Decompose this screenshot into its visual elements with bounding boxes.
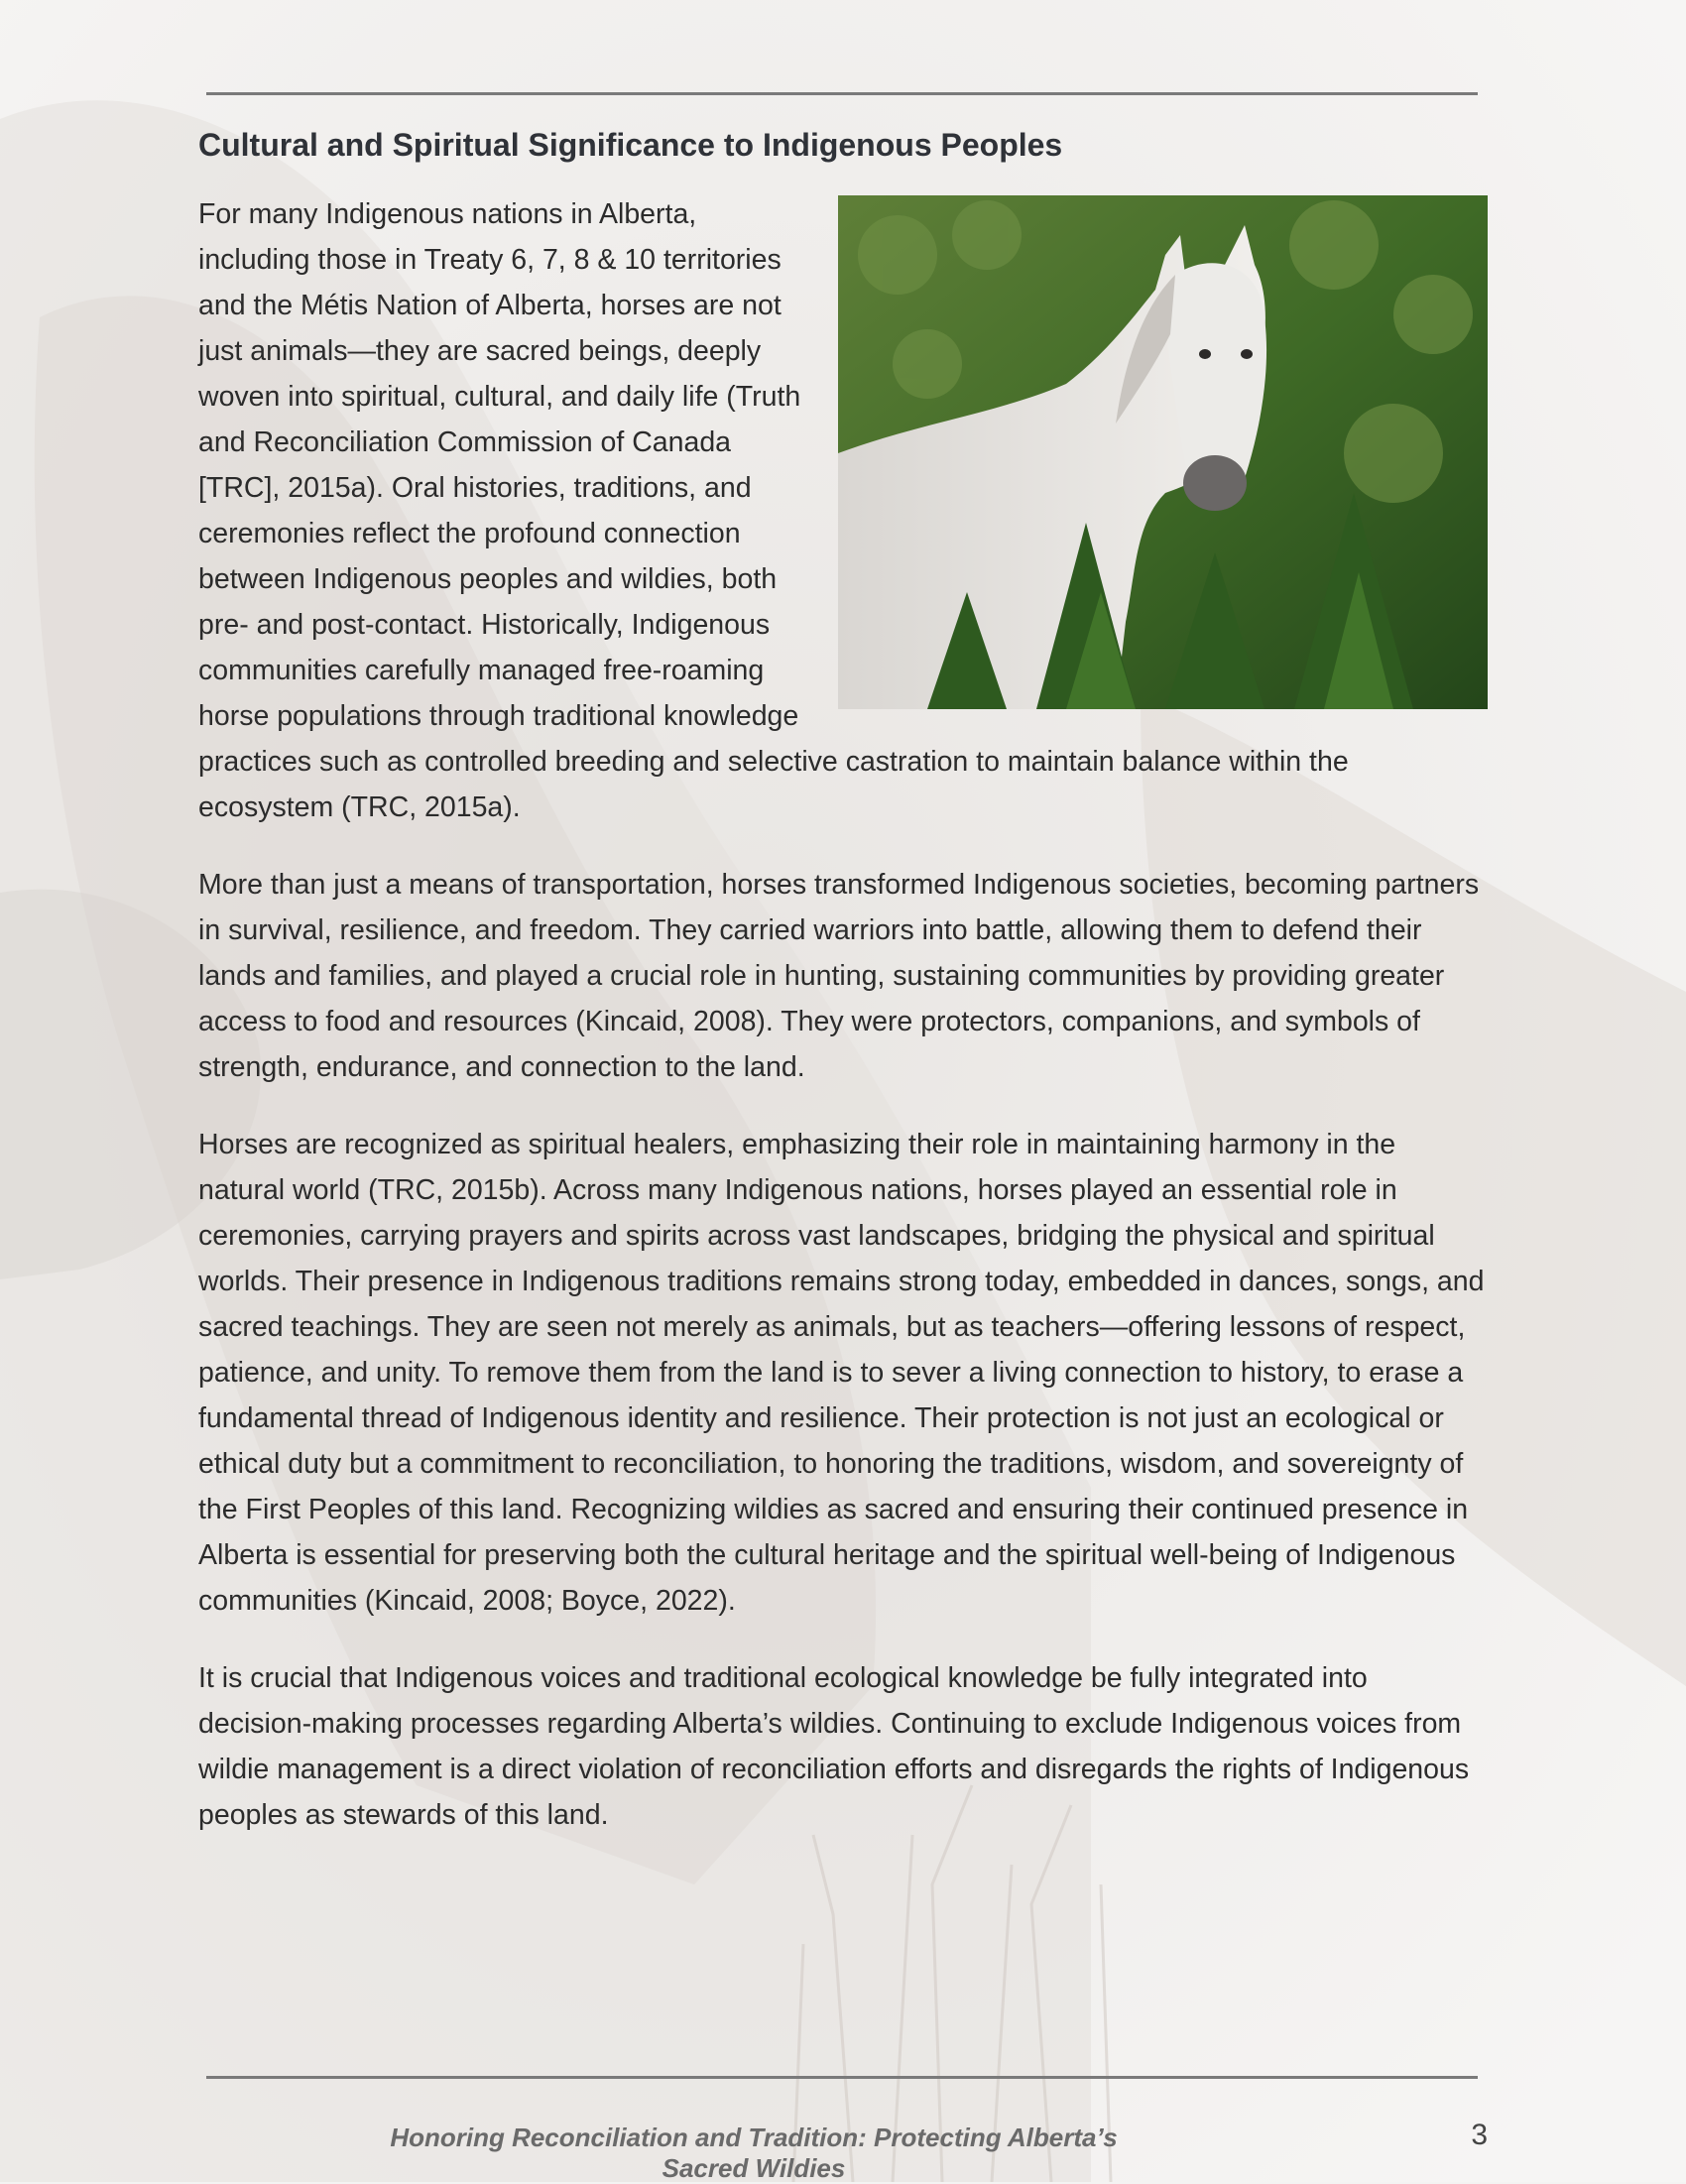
top-rule <box>206 92 1478 95</box>
paragraph-2: More than just a means of transportation, horses transformed Indigenous societies, becoming partners in survival, resilience, and freedom. They carried warriors into battle, allowing them to defend their lands and families, and played a crucial role in hunting, sustaining communities by providing greater access to food and resources (Kincaid, 2008). They were protectors, companions, and symbols of strength, endurance, and connection to the land. <box>198 869 1480 1083</box>
paragraph-4: It is crucial that Indigenous voices and traditional ecological knowledge be fully integrated into decision-making processes regarding Alberta’s wildies. Continuing to exclude Indigenous voices from wildie management is a direct violation of reconciliation efforts and disregards the rights of Indigenous peoples as stewards of this land. <box>198 1662 1470 1831</box>
paragraph-1: For many Indigenous nations in Alberta, including those in Treaty 6, 7, 8 & 10 territories and the Métis Nation of Alberta, horses are not just animals—they are sacred beings, deeply woven into spiritual, cultural, and daily life (Truth and Reconciliation Commission of Canada [TRC], 2015a). Oral histories, traditions, and ceremonies reflect the profound connection between Indigenous peoples and wildies, both pre- and post-contact. Historically, Indigenous communities carefully managed free-roaming horse populations through traditional knowledge practices such as controlled breeding and selective castration to maintain balance within the ecosystem (TRC, 2015a). <box>198 198 1349 823</box>
page-content <box>198 127 1488 1870</box>
bottom-rule <box>206 2076 1478 2079</box>
footer-title: Honoring Reconciliation and Tradition: Protecting Alberta’s Sacred Wildies <box>390 2123 1118 2183</box>
white-horse-photo <box>838 195 1488 709</box>
section-heading: Cultural and Spiritual Significance to Indigenous Peoples <box>198 127 1063 163</box>
paragraph-3: Horses are recognized as spiritual healers, emphasizing their role in maintaining harmony in the natural world (TRC, 2015b). Across many Indigenous nations, horses played an essential role in ceremonies, carrying prayers and spirits across vast landscapes, bridging the physical and spiritual worlds. Their presence in Indigenous traditions remains strong today, embedded in dances, songs, and sacred teachings. They are seen not merely as animals, but as teachers—offering lessons of respect, patience, and unity. To remove them from the land is to sever a living connection to history, to erase a fundamental thread of Indigenous identity and resilience. Their protection is not just an ecological or ethical duty but a commitment to reconciliation, to honoring the traditions, wisdom, and sovereignty of the First Peoples of this land. Recognizing wildies as sacred and ensuring their continued presence in Alberta is essential for preserving both the cultural heritage and the spiritual well-being of Indigenous communities (Kincaid, 2008; Boyce, 2022). <box>198 1129 1485 1617</box>
page-number: 3 <box>1471 2119 1488 2151</box>
